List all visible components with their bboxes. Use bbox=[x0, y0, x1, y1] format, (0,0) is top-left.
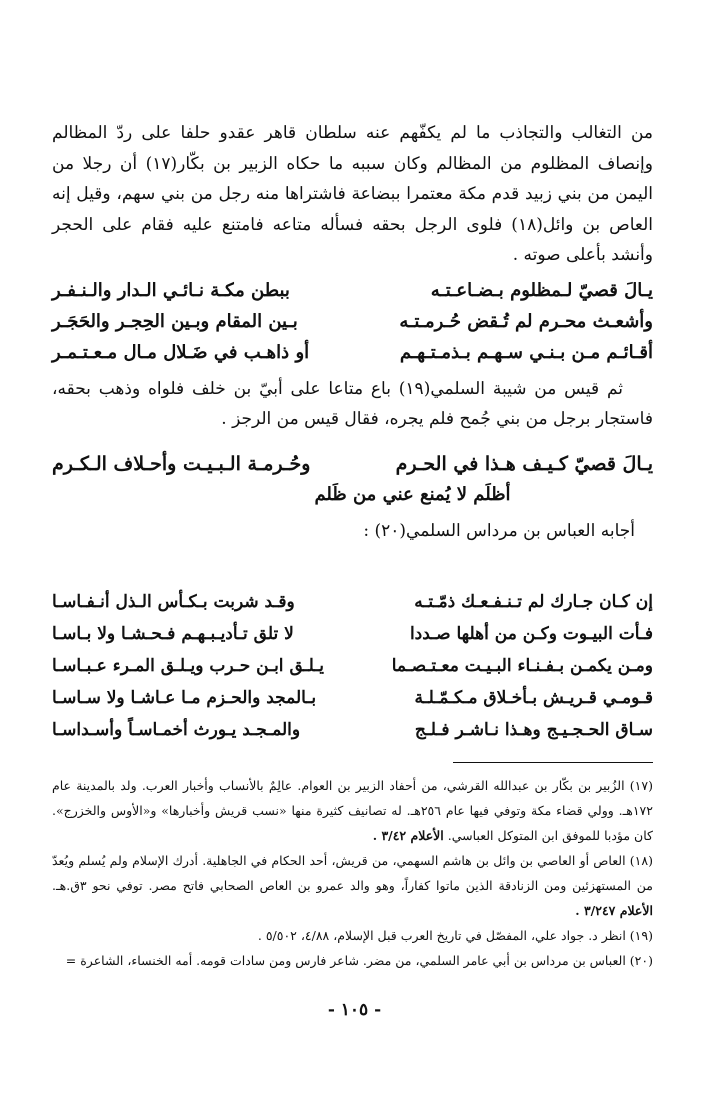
verse-right-hemistich: وأشعـث محـرم لم تُـقض حُـرمـتـه bbox=[399, 310, 653, 332]
verse-right-hemistich: يـالَ قصيّ لـمظلوم بـضـاعـتـه bbox=[430, 279, 653, 301]
verse-right-hemistich: سـاق الحـجـيـج وهـذا نـاشـر فـلـج bbox=[414, 719, 653, 740]
paragraph-hilf-alfudul: من التغالب والتجاذب ما لم يكفّهم عنه سلطان قاهر عقدو حلفا على ردّ المظالم وإنصاف المظلوم من المظالم وكان سببه ما حكاه الزبير بن بكّار(١٧) أن رجلا من اليمن من بني زبيد قدم مكة معتمرا ببضاعة فاشتراها منه رجل من بني سهم، وقيل إنه العاص بن وائل(١٨) فلوى الرجل بحقه فسأله متاعه فامتنع عليه فقام على الحجر وأنشد بأعلى صوته . bbox=[52, 123, 654, 265]
verse-block-1 bbox=[52, 275, 653, 368]
verse-line bbox=[52, 275, 653, 306]
verse-line bbox=[52, 337, 653, 368]
footnote-20: (٢٠) العباس بن مرداس بن أبي عامر السلمي، من مضر. شاعر فارس ومن سادات قومه. أمه الخنساء، الشاعرة = bbox=[65, 952, 653, 968]
verse-left-hemistich: بـالمجد والحـزم مـا عـاشـا ولا سـاسـا bbox=[52, 687, 317, 708]
footnote-divider bbox=[453, 762, 653, 763]
footnote-source: الأعلام ٣/٢٤٧ . bbox=[575, 902, 653, 918]
verse-single-line: أظلَم لا يُمنع عني من ظَلم bbox=[314, 483, 511, 505]
verse-block-2 bbox=[52, 449, 653, 510]
verse-line bbox=[52, 618, 653, 650]
verse-right-hemistich: ومـن يكمـن بـفـنـاء البـيـت معـتـصـما bbox=[391, 655, 653, 676]
reply-heading: أجابه العباس بن مرداس السلمي(٢٠) : bbox=[363, 520, 635, 541]
verse-left-hemistich: والمـجـد يـورث أخمـاسـاً وأسـداسـا bbox=[52, 719, 301, 740]
verse-right-hemistich: فـأت البيـوت وكـن من أهلها صـددا bbox=[409, 623, 653, 644]
verse-left-hemistich: يـلـق ابـن حـرب ويـلـق المـرء عـبـاسـا bbox=[52, 655, 324, 676]
verse-left-hemistich: ببطن مكـة نـائـي الـدار والـنـفـر bbox=[52, 279, 290, 301]
footnote-18 bbox=[52, 848, 653, 923]
verse-right-hemistich: يـالَ قصيّ كـيـف هـذا في الحـرم bbox=[395, 452, 653, 475]
poem-abbas bbox=[52, 586, 653, 746]
verse-left-hemistich: بـين المقام وبـين الحِجـر والحَجَـر bbox=[52, 310, 298, 332]
footnote-17 bbox=[52, 773, 653, 848]
footnote-text: (١٧) الزُبير بن بكّار بن عبدالله القرشي، من أحفاد الزبير بن العوام. عالِمٌ بالأنساب وأخبار العرب. ولد بالمدينة عام ١٧٢هـ. وولي قضاء مكة وتوفي فيها عام ٢٥٦هـ. له تصانيف كثيرة منها «نسب قريش وأخبارها» و«الأوس والخزرج». كان مؤدبا للموفق ابن المتوكل العباسي. bbox=[52, 777, 653, 843]
verse-line bbox=[52, 449, 653, 480]
page-number: - ١٠٥ - bbox=[327, 1000, 382, 1020]
verse-line bbox=[52, 586, 653, 618]
verse-right-hemistich: أقـائـم مـن بـنـي سـهـم بـذمـتـهـم bbox=[399, 341, 653, 363]
footnotes bbox=[52, 773, 653, 973]
footnote-19: (١٩) انظر د. جواد علي، المفصّل في تاريخ العرب قبل الإسلام، ٤/٨٨، ٥/٥٠٢ . bbox=[257, 927, 653, 943]
verse-line bbox=[52, 714, 653, 746]
verse-left-hemistich: وحُـرمـة الـبـيـت وأحـلاف الـكـرم bbox=[52, 452, 311, 475]
verse-line bbox=[52, 306, 653, 337]
verse-right-hemistich: إن كـان جـارك لم تـنـفـعـك ذمّـتـه bbox=[414, 591, 653, 612]
verse-line bbox=[52, 682, 653, 714]
verse-left-hemistich: لا تلق تـأديـبـهـم فـحـشـا ولا بـاسـا bbox=[52, 623, 294, 644]
verse-right-hemistich: قـومـي قـريـش بـأخـلاق مـكـمّـلـة bbox=[414, 687, 653, 708]
verse-left-hemistich: أو ذاهـب في ضَـلال مـال مـعـتـمـر bbox=[52, 341, 310, 363]
footnote-text: (١٨) العاص أو العاصي بن وائل بن هاشم السهمي، من قريش، أحد الحكام في الجاهلية. أدرك الإسلام ولم يُسلم ويُعدّ من المستهزئين ومن الزنادقة الذين ماتوا كفاراً، وهو والد عمرو بن العاص الصحابي فاتح مصر. توفي نحو ٣ق.هـ. bbox=[52, 852, 653, 893]
paragraph-qays: ثم قيس من شيبة السلمي(١٩) باع متاعا على أبيّ بن خلف فلواه وذهب بحقه، فاستجار برجل من بني جُمح فلم يجره، فقال قيس من الرجز . bbox=[52, 378, 653, 429]
footnote-source: الأعلام ٣/٤٢ . bbox=[372, 827, 444, 843]
verse-left-hemistich: وقـد شربت بـكـأس الـذل أنـفـاسـا bbox=[52, 591, 295, 612]
verse-line bbox=[52, 650, 653, 682]
